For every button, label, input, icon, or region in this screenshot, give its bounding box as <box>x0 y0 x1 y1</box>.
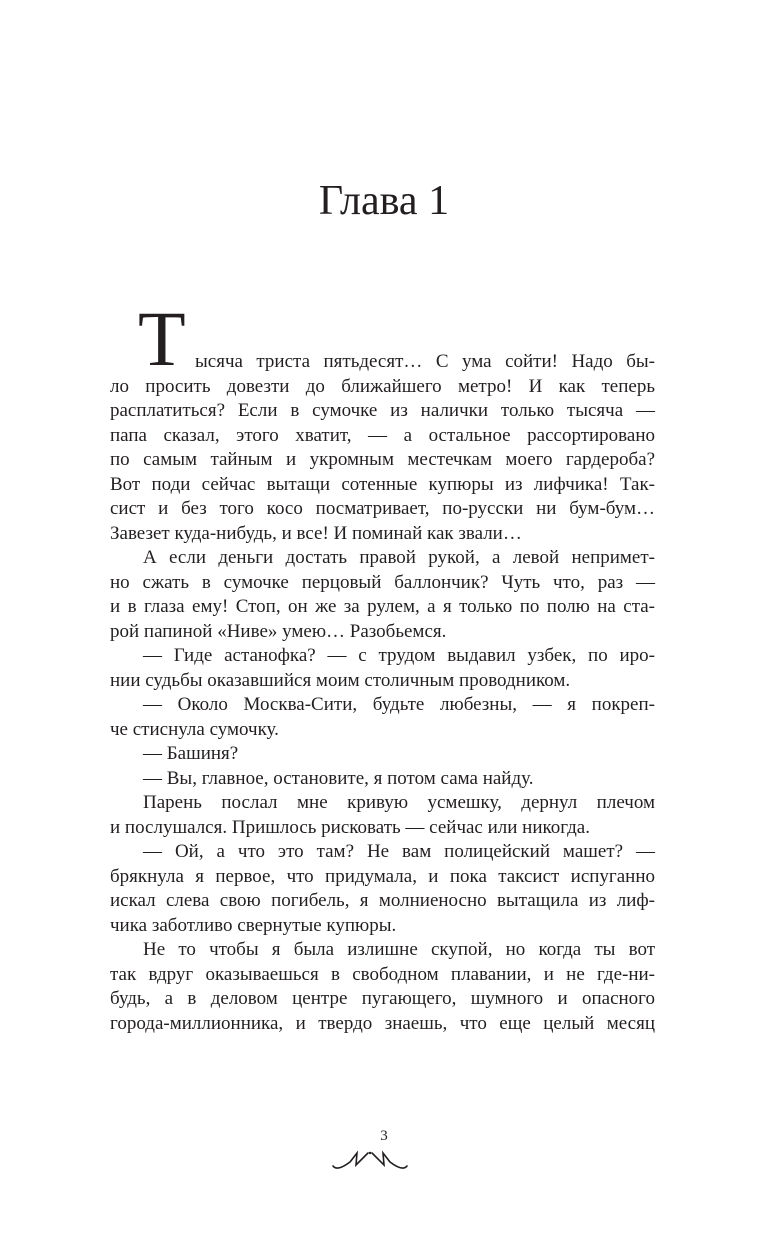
text-line: будь, а в деловом центре пугающего, шумного и опасного <box>110 988 655 1009</box>
text-line: ысяча триста пятьдесят… С ума сойти! Надо бы- <box>195 351 655 372</box>
text-line: так вдруг оказываешься в свободном плавании, и не где-ни- <box>110 963 655 985</box>
text-line: — Башиня? <box>143 743 239 764</box>
page-number: 3 <box>380 1128 388 1144</box>
text-line: расплатиться? Если в сумочке из налички только тысяча — <box>110 400 655 421</box>
text-line: Не то чтобы я была излишне скупой, но когда ты вот <box>143 939 655 960</box>
text-line: — Ой, а что это там? Не вам полицейский машет? — <box>143 841 655 862</box>
text-line: ло просить довезти до ближайшего метро! И как теперь <box>110 375 655 397</box>
text-line: нии судьбы оказавшийся моим столичным проводником. <box>110 669 571 691</box>
body-text <box>110 350 655 1036</box>
text-line: Завезет куда-нибудь, и все! И поминай как звали… <box>110 522 522 544</box>
text-line: — Около Москва-Сити, будьте любезны, — я покреп- <box>143 694 655 715</box>
text-line: че стиснула сумочку. <box>110 718 279 740</box>
drop-cap: Т <box>138 295 186 382</box>
text-line: искал слева свою погибель, я молниеносно вытащила из лиф- <box>110 890 655 911</box>
text-line: папа сказал, этого хватит, — а остальное рассортировано <box>110 424 655 446</box>
text-line: чика заботливо свернутые купюры. <box>110 914 397 936</box>
text-line: рой папиной «Ниве» умею… Разобьемся. <box>110 620 447 642</box>
text-line: сист и без того косо посматривает, по-русски ни бум-бум… <box>110 498 655 519</box>
chapter-title: Глава 1 <box>318 178 450 224</box>
text-line: Парень послал мне кривую усмешку, дернул плечом <box>143 792 655 813</box>
text-line: и послушался. Пришлось рисковать — сейчас или никогда. <box>110 816 590 838</box>
text-line: и в глаза ему! Стоп, он же за рулем, а я только по полю на ста- <box>110 596 655 617</box>
swash-ornament-icon <box>330 1148 410 1170</box>
text-line: Вот поди сейчас вытащи сотенные купюры из лифчика! Так- <box>110 473 655 495</box>
text-line: брякнула я первое, что придумала, и пока таксист испуганно <box>110 865 655 887</box>
text-line: — Гиде астанофка? — с трудом выдавил узбек, по иро- <box>143 645 655 666</box>
text-line: города-миллионника, и твердо знаешь, что еще целый месяц <box>110 1012 655 1034</box>
text-line: — Вы, главное, остановите, я потом сама найду. <box>143 767 534 789</box>
text-line: по самым тайным и укромным местечкам моего гардероба? <box>110 449 655 470</box>
text-line: А если деньги достать правой рукой, а левой непримет- <box>143 547 655 568</box>
text-line: но сжать в сумочке перцовый баллончик? Чуть что, раз — <box>110 571 655 593</box>
